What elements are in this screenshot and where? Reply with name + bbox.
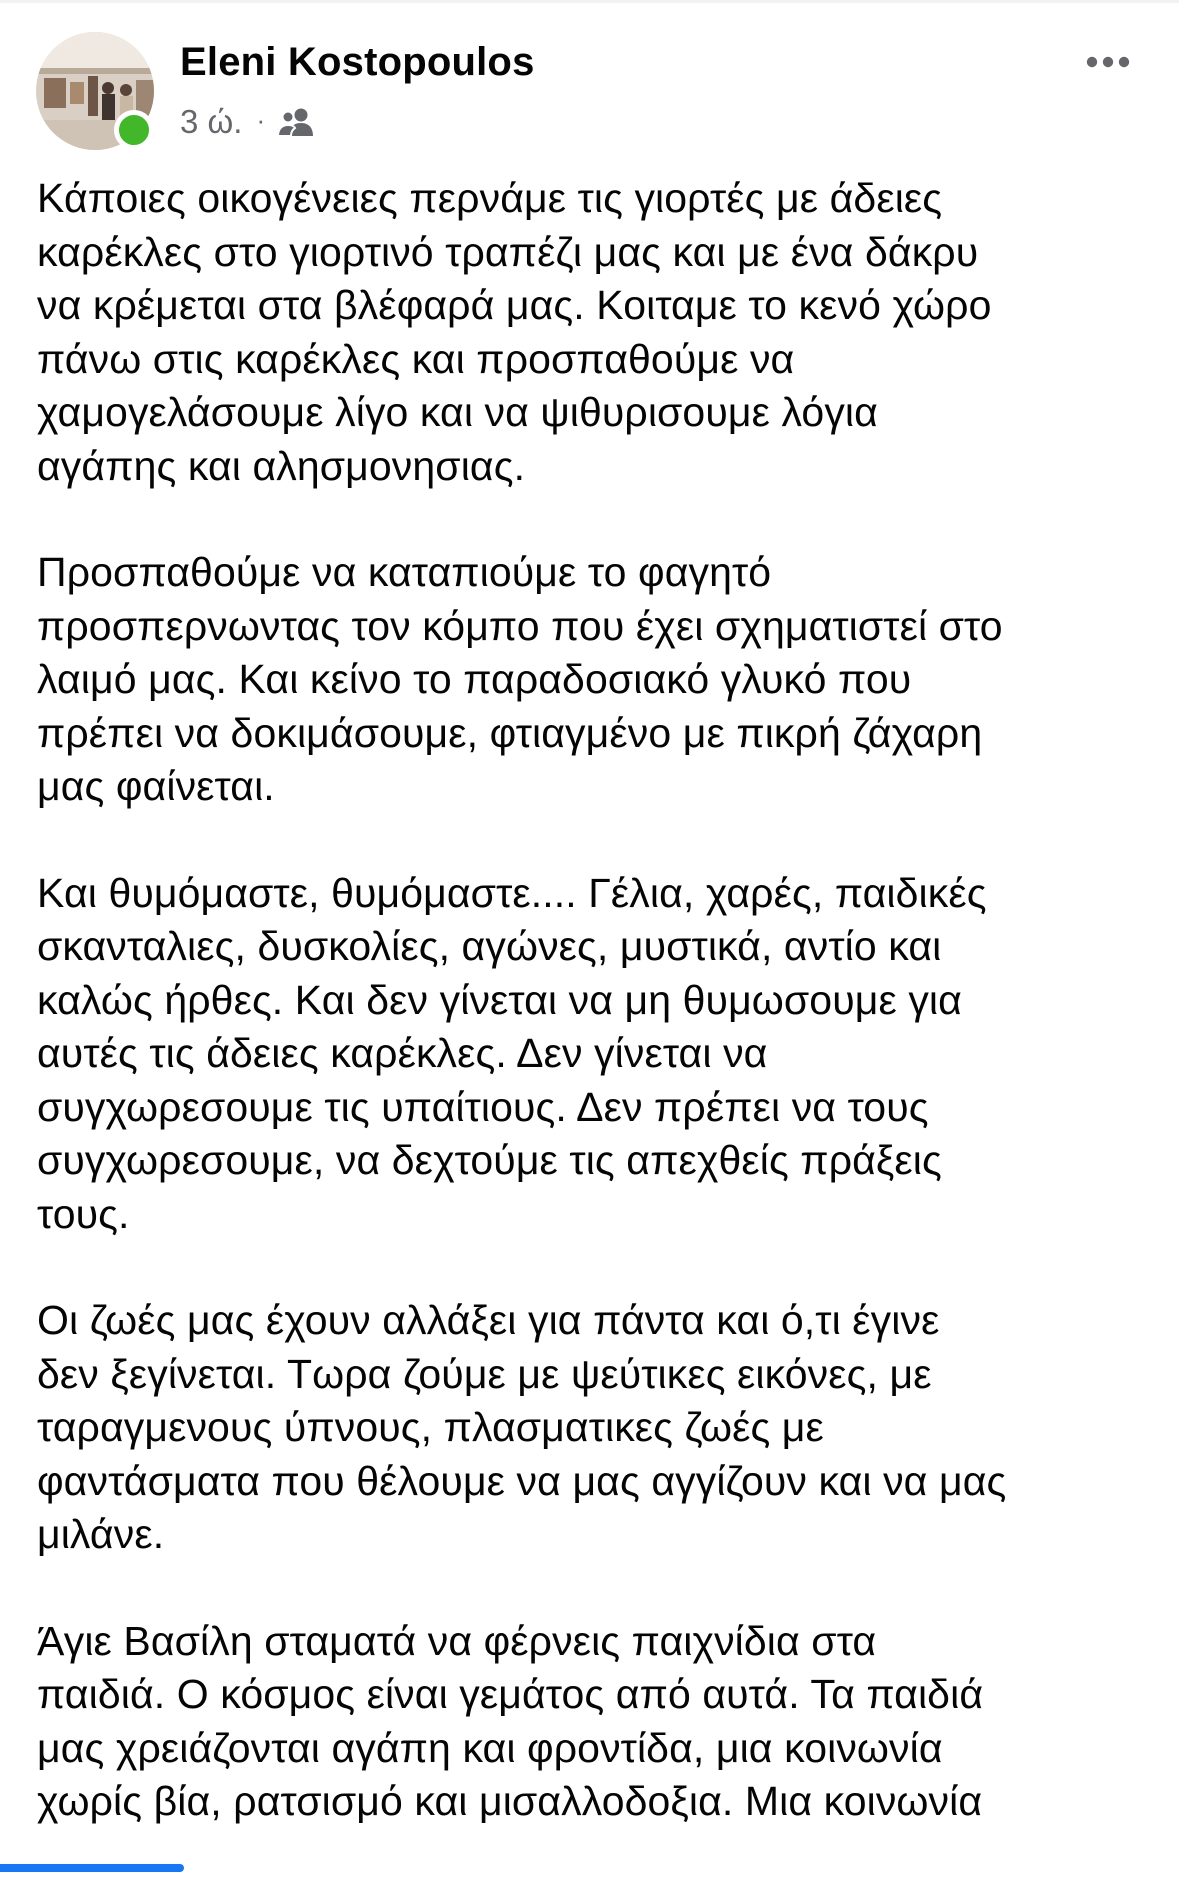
post-text-line: λαιμό μας. Και κείνο το παραδοσιακό γλυκό που <box>37 656 912 702</box>
post-text-line: χαμογελάσουμε λίγο και να ψιθυρισουμε λόγια <box>37 389 878 435</box>
post-text-line: Κάποιες οικογένειες περνάμε τις γιορτές με άδειες <box>37 175 943 221</box>
post-paragraph <box>37 546 1147 814</box>
post-text-line: Και θυμόμαστε, θυμόμαστε.... Γέλια, χαρές, παιδικές <box>37 869 987 916</box>
online-status-indicator <box>114 110 154 150</box>
more-options-button[interactable] <box>1072 40 1144 84</box>
post-text-line: Άγιε Βασίλη σταματά να φέρνεις παιχνίδια στα <box>37 1617 877 1664</box>
post-text-line: αυτές τις άδειες καρέκλες. Δεν γίνεται να <box>37 1030 768 1076</box>
post-header <box>0 0 1179 170</box>
post-text-line: καρέκλες στο γιορτινό τραπέζι μας και με ένα δάκρυ <box>37 228 979 275</box>
post-text-line: χωρίς βία, ρατσισμό και μισαλλοδοξια. Μια κοινωνία <box>37 1778 983 1824</box>
post-paragraph <box>37 1294 1147 1562</box>
post-text-line: αγάπης και αλησμονησιας. <box>37 442 526 489</box>
meta-separator: · <box>256 105 266 135</box>
post-text-line: μας χρειάζονται αγάπη και φροντίδα, μια κοινωνία <box>37 1724 943 1771</box>
author-name[interactable]: Eleni Kostopoulos <box>180 40 535 84</box>
post-timestamp[interactable]: 3 ώ. <box>180 103 243 140</box>
post-text-line: να κρέμεται στα βλέφαρά μας. Κοιταμε το κενό χώρο <box>37 282 992 328</box>
post-text-line: Προσπαθούμε να καταπιούμε το φαγητό <box>37 549 772 595</box>
post-text-line: παιδιά. Ο κόσμος είναι γεμάτος από αυτά. Τα παιδιά <box>37 1671 984 1717</box>
post-text-line: Οι ζωές μας έχουν αλλάξει για πάντα και ό,τι έγινε <box>37 1297 940 1343</box>
scroll-progress-bar <box>0 1864 184 1872</box>
post-text <box>37 172 1147 1882</box>
post-text-line: τους. <box>37 1190 130 1237</box>
more-options-icon <box>1086 56 1130 68</box>
post-text-line: μας φαίνεται. <box>37 763 275 809</box>
post-text-line: φαντάσματα που θέλουμε να μας αγγίζουν και να μας <box>37 1457 1007 1504</box>
post-text-line: πάνω στις καρέκλες και προσπαθούμε να <box>37 335 795 382</box>
post-text-line: συγχωρεσουμε τις υπαίτιους. Δεν πρέπει να τους <box>37 1083 929 1130</box>
post-text-line: μιλάνε. <box>37 1511 165 1557</box>
post-text-line: δεν ξεγίνεται. Τωρα ζούμε με ψεύτικες εικόνες, με <box>37 1350 932 1397</box>
post-text-line: πρέπει να δοκιμάσουμε, φτιαγμένο με πικρή ζάχαρη <box>37 709 983 756</box>
post-paragraph <box>37 172 1147 493</box>
friends-icon[interactable] <box>277 107 315 137</box>
post-paragraph <box>37 1615 1147 1829</box>
post-text-line: προσπερνωντας τον κόμπο που έχει σχηματιστεί στο <box>37 602 1003 649</box>
post-text-line: συγχωρεσουμε, να δεχτούμε τις απεχθείς πράξεις <box>37 1137 942 1183</box>
post-text-line: καλώς ήρθες. Και δεν γίνεται να μη θυμωσουμε για <box>37 976 962 1023</box>
post-text-line: σκανταλιες, δυσκολίες, αγώνες, μυστικά, αντίο και <box>37 923 942 969</box>
post-paragraph <box>37 867 1147 1242</box>
post-text-line: ταραγμενους ύπνους, πλασματικες ζωές με <box>37 1404 824 1450</box>
post-meta <box>180 100 315 144</box>
